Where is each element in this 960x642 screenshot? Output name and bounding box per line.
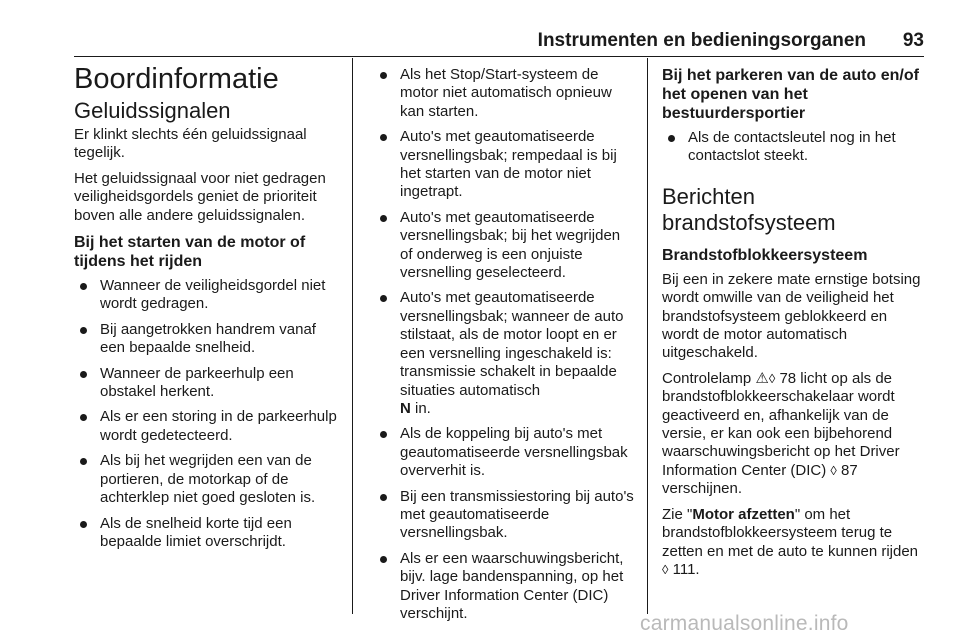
bullet-list: [662, 129, 924, 166]
bullet-list: [374, 66, 636, 623]
bullet-icon: [380, 431, 387, 438]
sub-heading-brandstofblokkeersysteem: Brandstofblokkeersysteem: [662, 246, 868, 264]
list-item: Als er een waarschuwingsbericht, bijv. lage bandenspanning, op het Driver Information Center (DIC) verschijnt.: [374, 550, 636, 624]
column-divider-2: [647, 58, 648, 614]
bullet-icon: [380, 215, 387, 222]
list-item: Bij aangetrokken handrem vanaf een bepaalde snelheid.: [74, 321, 342, 358]
list-item: Als de contactsleutel nog in het contactslot steekt.: [662, 129, 924, 166]
list-item: Auto's met geautomatiseerde versnellingsbak; bij het wegrijden of onderweg is een onjuiste versnelling geselecteerd.: [374, 209, 636, 283]
bullet-icon: [380, 134, 387, 141]
paragraph: Bij een in zekere mate ernstige botsing wordt omwille van de veiligheid het brandstofsysteem geblokkeerd en wordt de motor automatisch uitgeschakeld.: [662, 270, 921, 362]
header-rule: [74, 56, 924, 57]
list-item: Wanneer de parkeerhulp een obstakel herkent.: [74, 365, 342, 402]
list-item: Als er een storing in de parkeerhulp wordt gedetecteerd.: [74, 408, 342, 445]
column-divider-1: [352, 58, 353, 614]
bullet-icon: [80, 371, 87, 378]
paragraph: Het geluidssignaal voor niet gedragen veiligheidsgordels geniet de prioriteit boven alle andere geluidssignalen.: [74, 169, 326, 224]
page-reference-icon: ◊: [662, 561, 669, 577]
header-title: Instrumenten en bedieningsorganen: [537, 30, 866, 51]
sub-heading-starten: Bij het starten van de motor of tijdens het rijden: [74, 234, 306, 271]
page-header: [74, 30, 924, 56]
list-item: Wanneer de veiligheidsgordel niet wordt gedragen.: [74, 277, 342, 314]
paragraph: Zie "Motor afzetten" om het brandstofblokkeersysteem terug te zetten en met de auto te kunnen rijden ◊ 111.: [662, 505, 919, 578]
bullet-icon: [380, 72, 387, 79]
column-2: [374, 66, 636, 630]
heading-berichten: Berichten: [662, 183, 755, 209]
column-3: [662, 66, 924, 586]
list-item: Als het Stop/Start-systeem de motor niet automatisch opnieuw kan starten.: [374, 66, 636, 121]
list-item: Als de snelheid korte tijd een bepaalde limiet overschrijdt.: [74, 515, 342, 552]
bullet-icon: [668, 135, 675, 142]
bullet-icon: [80, 458, 87, 465]
paragraph: Controlelamp ⚠◊ 78 licht op als de brandstofblokkeerschakelaar wordt geactiveerd en, afhankelijk van de versie, er kan ook een bijbehorend waarschuwingsbericht op het Driver Information Center (DIC) ◊ 87 verschijnen.: [662, 369, 900, 498]
page-reference-icon: ◊: [768, 370, 776, 386]
column-1: [74, 58, 342, 558]
bullet-icon: [80, 521, 87, 528]
bullet-icon: [80, 327, 87, 334]
bullet-icon: [380, 494, 387, 501]
bullet-icon: [380, 556, 387, 563]
list-item: Auto's met geautomatiseerde versnellingsbak; rempedaal is bij het starten van de motor niet ingetrapt.: [374, 128, 636, 202]
list-item: Bij een transmissiestoring bij auto's met geautomatiseerde versnellingsbak.: [374, 488, 636, 543]
list-item: Auto's met geautomatiseerde versnellingsbak; wanneer de auto stilstaat, als de motor loopt en er een versnelling ingeschakeld is: transmissie schakelt in bepaalde situaties automatisch N in.: [374, 289, 636, 418]
page-number: 93: [902, 30, 924, 51]
sub-heading-parkeren: Bij het parkeren van de auto en/of het openen van het bestuurdersportier: [662, 67, 919, 122]
bullet-list: [74, 277, 342, 551]
page-reference-icon: ◊: [830, 462, 837, 478]
bullet-icon: [80, 283, 87, 290]
section-heading-geluidssignalen: Geluidssignalen: [74, 98, 231, 123]
gear-letter: N: [400, 399, 411, 417]
paragraph: Er klinkt slechts één geluidssignaal tegelijk.: [74, 126, 307, 162]
list-item: Als de koppeling bij auto's met geautomatiseerde versnellingsbak oververhit is.: [374, 425, 636, 480]
bullet-icon: [80, 414, 87, 421]
bullet-icon: [380, 295, 387, 302]
main-heading: Boordinformatie: [74, 63, 279, 95]
watermark: carmanualsonline.info: [640, 612, 849, 635]
list-item: Als bij het wegrijden een van de portieren, de motorkap of de achterklep niet goed gesloten is.: [74, 452, 342, 507]
heading-brandstofsysteem: brandstofsysteem: [662, 209, 836, 235]
warning-triangle-icon: ⚠: [755, 369, 769, 387]
